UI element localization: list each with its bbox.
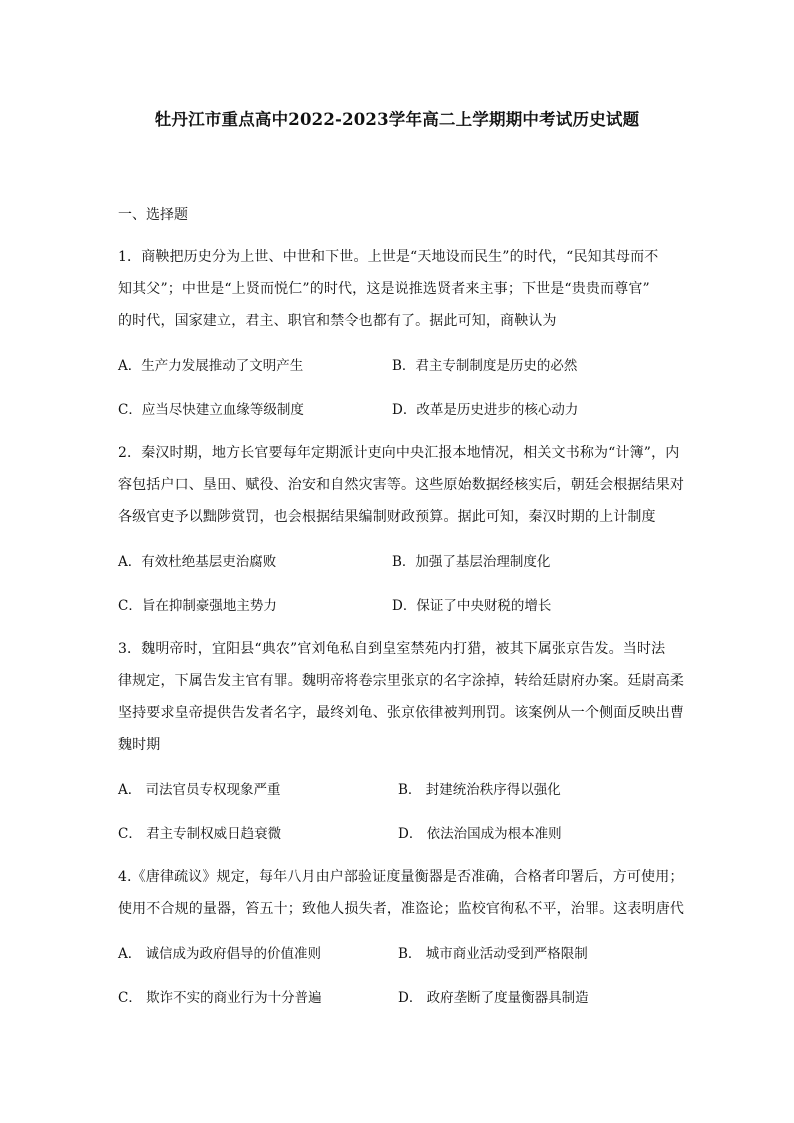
- question-3-option-c[interactable]: C． 君主专制权威日趋衰微: [118, 826, 282, 842]
- question-3-option-b[interactable]: B． 封建统治秩序得以强化: [398, 782, 561, 798]
- question-1-option-b[interactable]: B．君主专制制度是历史的必然: [392, 358, 578, 374]
- question-3-line: 3．魏明帝时，宜阳县“典农”官刘龟私自到皇室禁苑内打猎，被其下属张京告发。当时法: [118, 641, 666, 657]
- question-3-option-a[interactable]: A． 司法官员专权现象严重: [118, 782, 281, 798]
- question-3-line: 魏时期: [118, 737, 161, 753]
- question-1-line: 1．商鞅把历史分为上世、中世和下世。上世是“天地设而民生”的时代，“民知其母而不: [118, 249, 659, 265]
- question-1-option-c[interactable]: C．应当尽快建立血缘等级制度: [118, 402, 304, 418]
- question-1-line: 知其父”；中世是“上贤而悦仁”的时代，这是说推选贤者来主事；下世是“贵贵而尊官”: [118, 281, 650, 297]
- question-2-option-d[interactable]: D．保证了中央财税的增长: [392, 598, 552, 614]
- question-1-option-d[interactable]: D．改革是历史进步的核心动力: [392, 402, 579, 418]
- question-4-option-b[interactable]: B． 城市商业活动受到严格限制: [398, 946, 588, 962]
- question-3-option-d[interactable]: D． 依法治国成为根本准则: [398, 826, 562, 842]
- question-2-line: 各级官吏予以黜陟赏罚，也会根据结果编制财政预算。据此可知，秦汉时期的上计制度: [118, 509, 656, 525]
- question-3-line: 律规定，下属告发主官有罪。魏明帝将卷宗里张京的名字涂掉，转给廷尉府办案。廷尉高柔: [118, 673, 684, 689]
- question-1-line: 的时代，国家建立，君主、职官和禁令也都有了。据此可知，商鞅认为: [118, 313, 557, 329]
- question-1-option-a[interactable]: A．生产力发展推动了文明产生: [118, 358, 304, 374]
- question-4-option-d[interactable]: D． 政府垄断了度量衡器具制造: [398, 990, 589, 1006]
- question-4-line: 4.《唐律疏议》规定，每年八月由户部验证度量衡器是否准确，合格者印署后，方可使用；: [118, 869, 684, 885]
- question-2-option-b[interactable]: B．加强了基层治理制度化: [392, 554, 551, 570]
- question-4-option-a[interactable]: A． 诚信成为政府倡导的价值准则: [118, 946, 322, 962]
- question-2-line: 容包括户口、垦田、赋役、治安和自然灾害等。这些原始数据经核实后，朝廷会根据结果对: [118, 477, 684, 493]
- question-2-line: 2．秦汉时期，地方长官要每年定期派计吏向中央汇报本地情况，相关文书称为“计簿”，内: [118, 445, 680, 461]
- section-heading: 一、选择题: [118, 207, 188, 223]
- question-3-line: 坚持要求皇帝提供告发者名字，最终刘龟、张京依律被判刑罚。该案例从一个侧面反映出曹: [118, 705, 684, 721]
- question-4-line: 使用不合规的量器，笞五十；致他人损失者，准盗论；监校官徇私不平，治罪。这表明唐代: [118, 901, 684, 917]
- exam-title: 牡丹江市重点高中2022-2023学年高二上学期期中考试历史试题: [154, 110, 640, 129]
- question-4-option-c[interactable]: C． 欺诈不实的商业行为十分普遍: [118, 990, 322, 1006]
- question-2-option-c[interactable]: C．旨在抑制豪强地主势力: [118, 598, 277, 614]
- question-2-option-a[interactable]: A．有效杜绝基层吏治腐败: [118, 554, 277, 570]
